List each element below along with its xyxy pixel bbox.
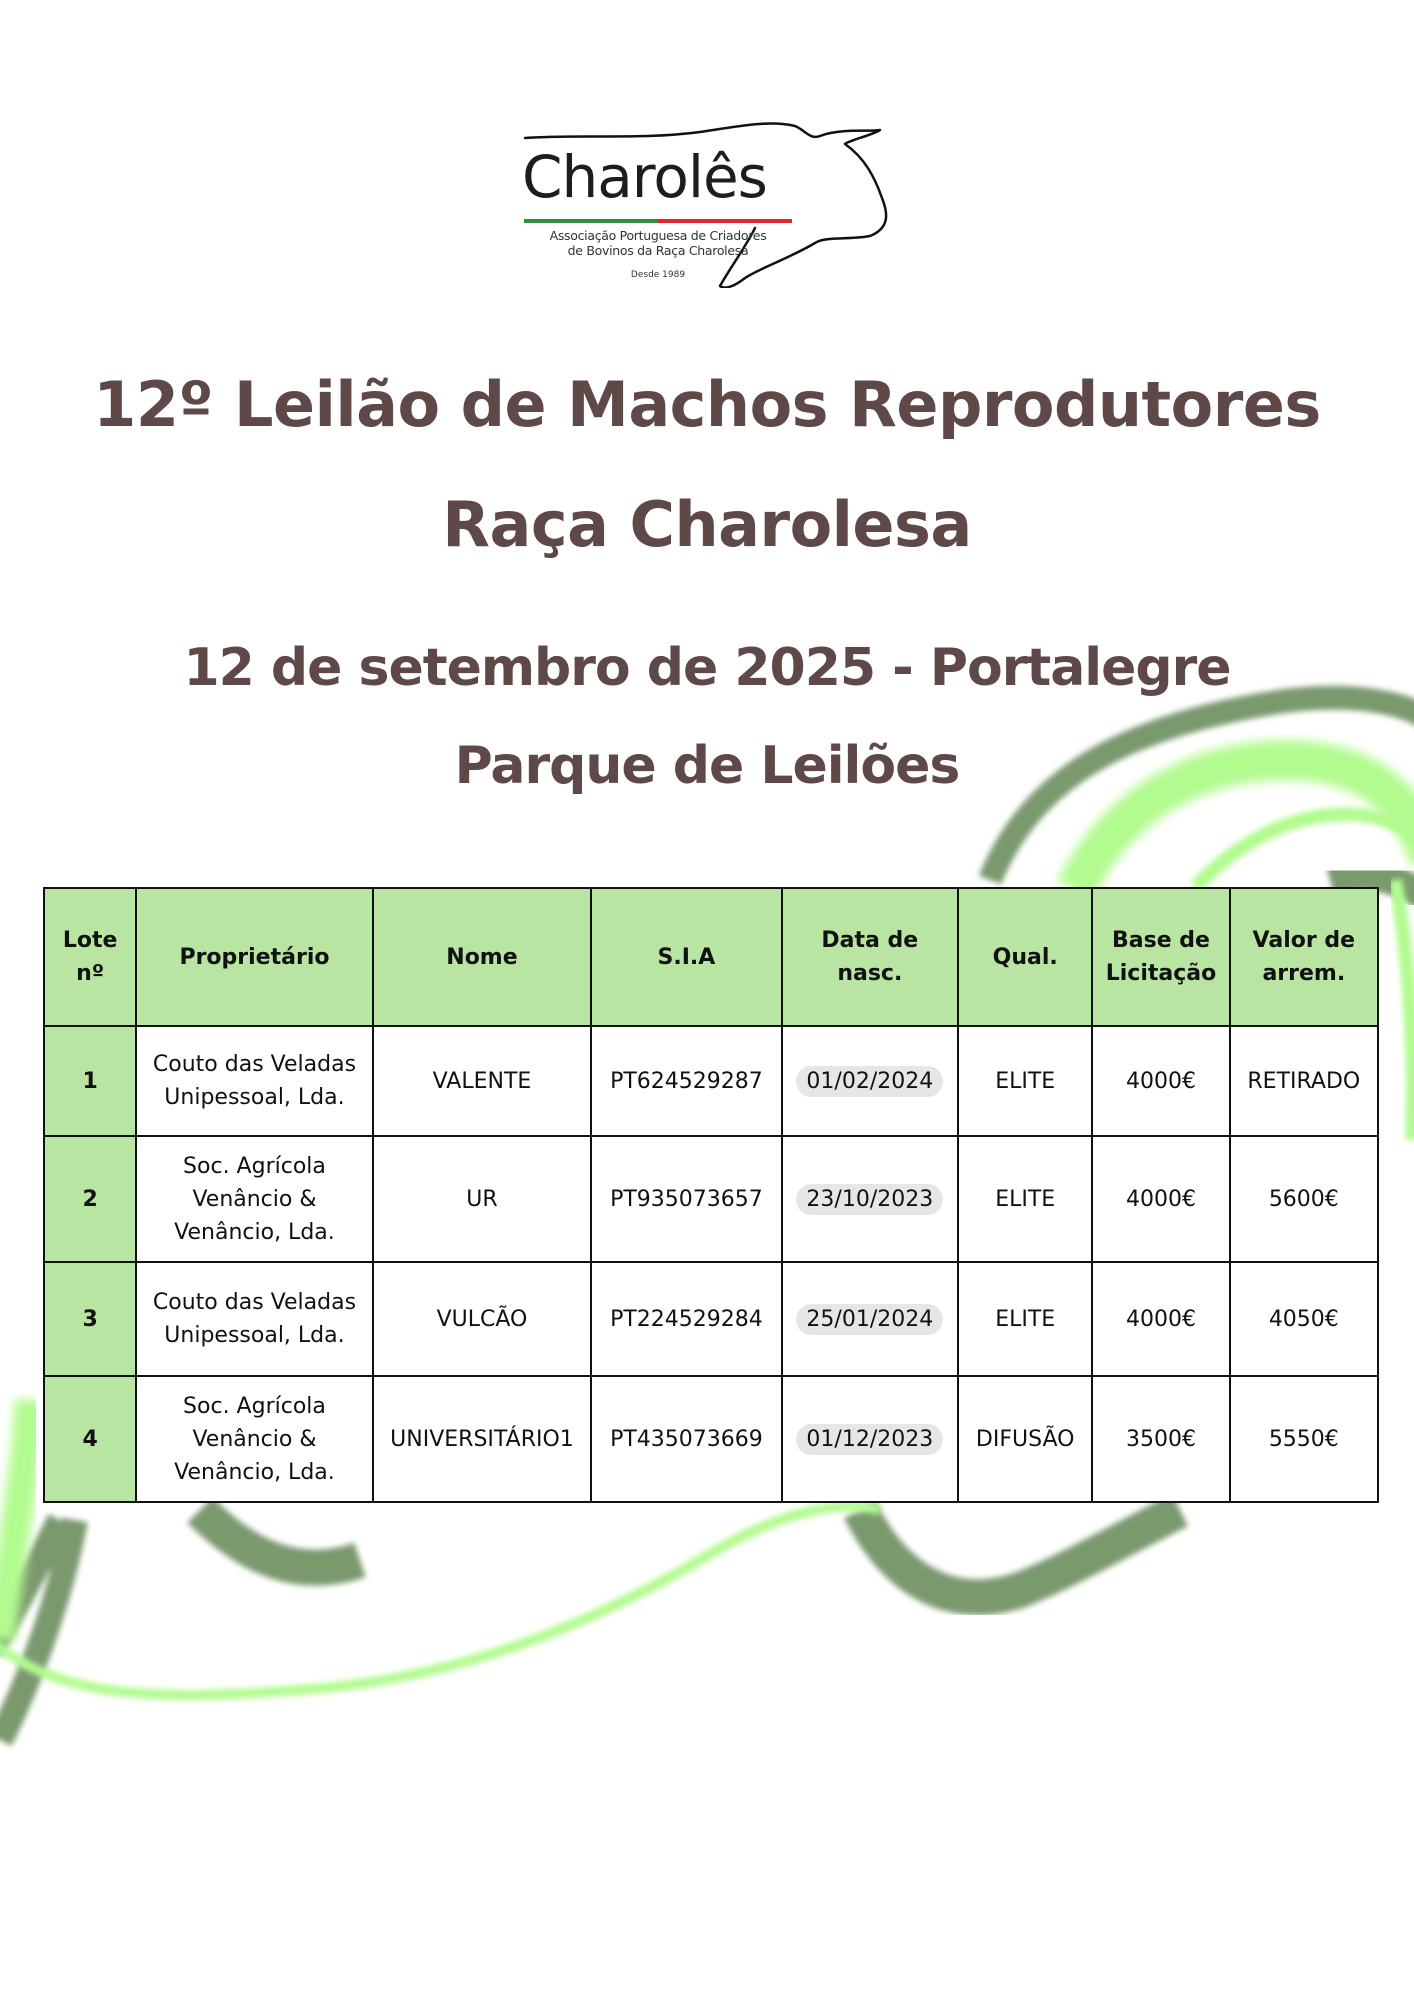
cell-sia: PT935073657 [591,1136,781,1262]
cell-lote: 2 [44,1136,136,1262]
logo-since: Desde 1989 [630,270,686,280]
logo-subtitle-line2: de Bovinos da Raça Charolesa [567,243,749,258]
date-chip: 23/10/2023 [796,1184,943,1215]
cell-lote: 3 [44,1262,136,1376]
cell-proprietario: Couto das Veladas Unipessoal, Lda. [136,1026,373,1136]
cell-sia: PT224529284 [591,1262,781,1376]
event-venue: Parque de Leilões [454,736,960,796]
column-header-proprietario: Proprietário [136,888,373,1026]
cell-nome: UNIVERSITÁRIO1 [373,1376,591,1502]
page-title-line2: Raça Charolesa [442,488,972,561]
cell-base: 4000€ [1092,1136,1229,1262]
cell-lote: 4 [44,1376,136,1502]
cell-proprietario: Soc. Agrícola Venâncio & Venâncio, Lda. [136,1376,373,1502]
cell-sia: PT624529287 [591,1026,781,1136]
cell-base: 4000€ [1092,1026,1229,1136]
cell-qual: ELITE [958,1262,1092,1376]
logo-subtitle-line1: Associação Portuguesa de Criadores [549,228,767,243]
cell-sia: PT435073669 [591,1376,781,1502]
table-row [44,1376,1378,1502]
cell-lote: 1 [44,1026,136,1136]
cell-nome: VALENTE [373,1026,591,1136]
cell-base: 3500€ [1092,1376,1229,1502]
cell-qual: ELITE [958,1026,1092,1136]
charoles-logo [520,118,900,288]
cell-proprietario: Couto das Veladas Unipessoal, Lda. [136,1262,373,1376]
cell-proprietario: Soc. Agrícola Venâncio & Venâncio, Lda. [136,1136,373,1262]
table-row [44,1262,1378,1376]
column-header-sia: S.I.A [591,888,781,1026]
column-header-data-nasc: Data de nasc. [782,888,958,1026]
auction-results-table [43,887,1379,1503]
cell-valor: 4050€ [1230,1262,1378,1376]
date-chip: 25/01/2024 [796,1304,943,1335]
date-chip: 01/12/2023 [796,1424,943,1455]
column-header-base-licitacao: Base de Licitação [1092,888,1229,1026]
cell-base: 4000€ [1092,1262,1229,1376]
cell-qual: ELITE [958,1136,1092,1262]
logo-association-name [520,228,796,258]
column-header-valor-arrem: Valor de arrem. [1230,888,1378,1026]
event-date-location: 12 de setembro de 2025 - Portalegre [183,638,1231,698]
column-header-qual: Qual. [958,888,1092,1026]
cell-data-nasc [782,1376,958,1502]
cell-valor: RETIRADO [1230,1026,1378,1136]
cell-qual: DIFUSÃO [958,1376,1092,1502]
logo-flag-stripe [524,219,792,223]
table-header-row [44,888,1378,1026]
cell-data-nasc [782,1026,958,1136]
logo-wordmark: Charolês [522,143,767,211]
cell-nome: UR [373,1136,591,1262]
date-chip: 01/02/2024 [796,1066,943,1097]
column-header-nome: Nome [373,888,591,1026]
cell-nome: VULCÃO [373,1262,591,1376]
cell-data-nasc [782,1136,958,1262]
cell-data-nasc [782,1262,958,1376]
table-row [44,1136,1378,1262]
cell-valor: 5550€ [1230,1376,1378,1502]
table-row [44,1026,1378,1136]
cell-valor: 5600€ [1230,1136,1378,1262]
page-title-line1: 12º Leilão de Machos Reprodutores [93,368,1321,441]
column-header-lote: Lote nº [44,888,136,1026]
